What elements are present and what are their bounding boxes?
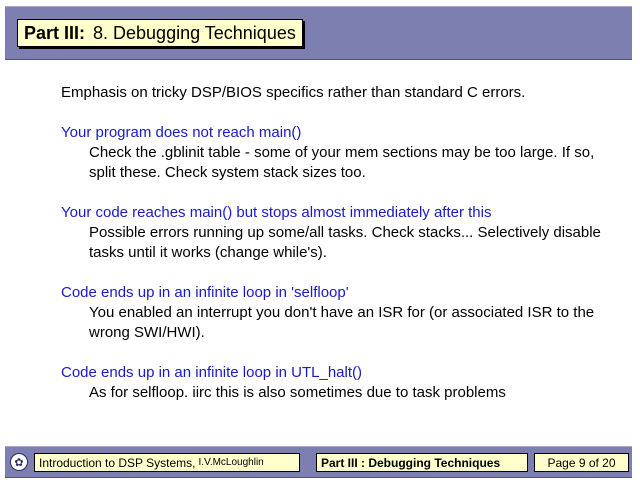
list-item [61, 283, 621, 343]
item-detail: Check the .gblinit table - some of your mem sections may be too large. If so, split these. Check system stack sizes too. [89, 144, 595, 181]
item-heading: Your code reaches main() but stops almost immediately after this [61, 204, 492, 221]
item-detail: You enabled an interrupt you don't have an ISR for (or associated ISR to the wrong SWI/HWI). [89, 304, 595, 341]
page-counter: Page 9 of 20 [534, 453, 629, 472]
author-name: I.V.McLoughlin [198, 457, 264, 468]
list-item [61, 363, 621, 403]
item-detail: Possible errors running up some/all tasks. Check stacks... Selectively disable tasks until it works (change while's). [89, 224, 601, 261]
intro-text: Emphasis on tricky DSP/BIOS specifics rather than standard C errors. [61, 84, 526, 101]
slide-content [61, 83, 621, 423]
section-label: Part III : Debugging Techniques [316, 453, 528, 472]
item-heading: Code ends up in an infinite loop in UTL_halt() [61, 364, 363, 381]
course-title: Introduction to DSP Systems, [39, 455, 196, 470]
item-heading: Code ends up in an infinite loop in 'selfloop' [61, 284, 349, 301]
list-item [61, 203, 621, 263]
logo-icon: ✿ [10, 453, 28, 471]
course-label [34, 453, 300, 472]
item-detail: As for selfloop. iirc this is also sometimes due to task problems [89, 384, 506, 401]
item-heading: Your program does not reach main() [61, 124, 302, 141]
slide-title [17, 19, 303, 47]
part-label: Part III: [24, 22, 86, 43]
title-text: 8. Debugging Techniques [93, 22, 296, 43]
list-item [61, 123, 621, 183]
